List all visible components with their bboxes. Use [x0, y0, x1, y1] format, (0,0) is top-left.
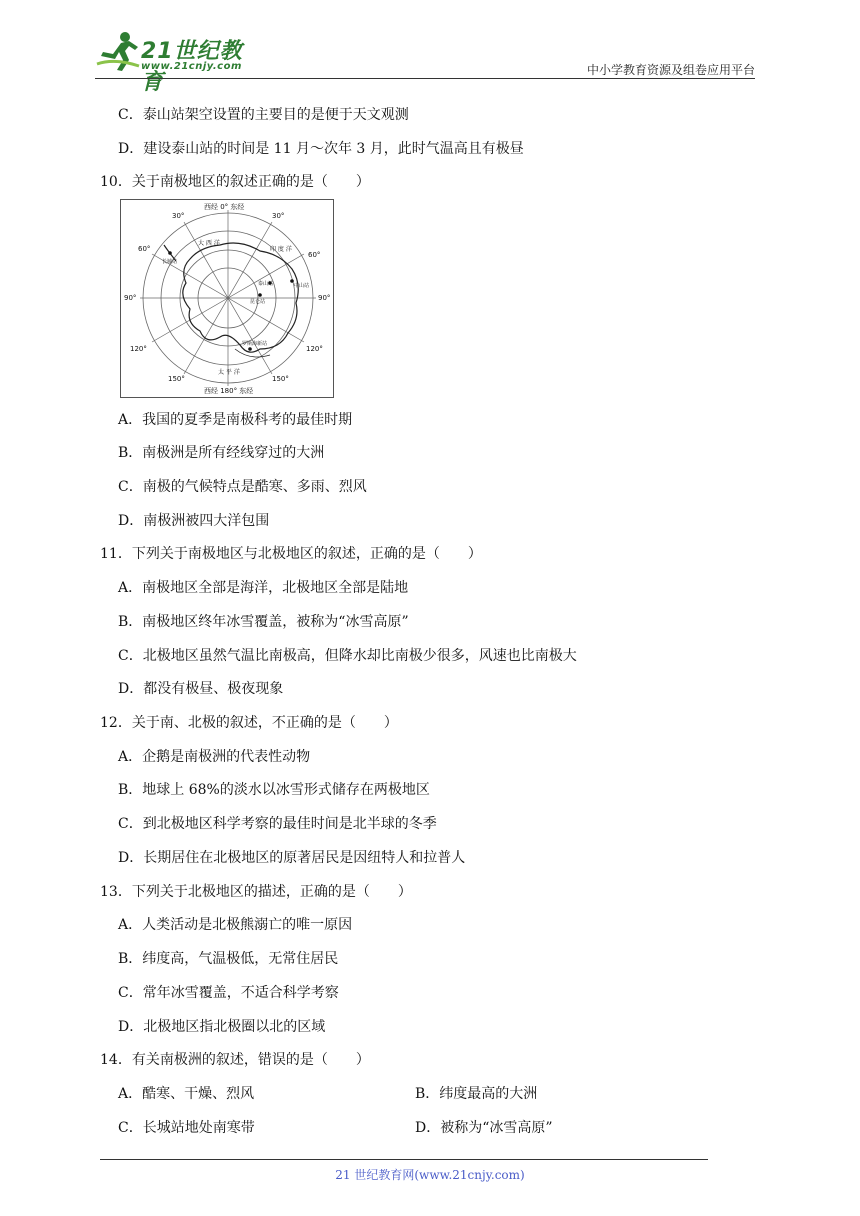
map-station-luosi: 罗斯海新站 — [242, 341, 268, 347]
map-label-bottom: 西经 180° 东经 — [204, 387, 254, 395]
q10-stem: 10．关于南极地区的叙述正确的是（ ） — [100, 174, 370, 190]
q10-option-c: C．南极的气候特点是酷寒、多雨、烈风 — [118, 479, 367, 495]
footer-link[interactable]: 21 世纪教育网(www.21cnjy.com) — [335, 1168, 525, 1182]
q11-option-d: D．都没有极昼、极夜现象 — [118, 681, 284, 697]
q12-option-b: B．地球上 68%的淡水以冰雪形式储存在两极地区 — [118, 782, 430, 798]
map-deg-150-right: 150° — [272, 375, 289, 383]
q13-option-b: B．纬度高，气温极低，无常住居民 — [118, 951, 339, 967]
q12-option-d: D．长期居住在北极地区的原著居民是因纽特人和拉普人 — [118, 850, 466, 866]
q10-option-a: A．我国的夏季是南极科考的最佳时期 — [118, 412, 353, 428]
q9-option-c: C．泰山站架空设置的主要目的是便于天文观测 — [118, 107, 409, 123]
map-label-top: 西经 0° 东经 — [204, 203, 245, 211]
q11-option-a: A．南极地区全部是海洋，北极地区全部是陆地 — [118, 580, 409, 596]
q14-option-a: A．酷寒、干燥、烈风 — [118, 1086, 255, 1102]
q11-option-c: C．北极地区虽然气温比南极高，但降水却比南极少很多，风速也比南极大 — [118, 648, 577, 664]
q13-option-c: C．常年冰雪覆盖，不适合科学考察 — [118, 985, 339, 1001]
map-deg-60-right: 60° — [308, 251, 321, 259]
map-station-kunlun: 昆仑站 — [250, 299, 266, 305]
map-deg-90-left: 90° — [124, 294, 137, 302]
map-atlantic-ocean: 大 西 洋 — [198, 240, 220, 247]
antarctica-map — [120, 199, 334, 398]
q11-option-b: B．南极地区终年冰雪覆盖，被称为“冰雪高原” — [118, 614, 409, 630]
header-divider — [95, 78, 755, 79]
logo-brand-text: 21世纪教育 — [141, 39, 243, 95]
q12-stem: 12．关于南、北极的叙述，不正确的是（ ） — [100, 715, 398, 731]
map-deg-120-right: 120° — [306, 345, 323, 353]
map-station-taishan: 泰山站 — [258, 281, 274, 287]
q12-option-a: A．企鹅是南极洲的代表性动物 — [118, 749, 311, 765]
map-deg-30-left: 30° — [172, 212, 185, 220]
q10-option-b: B．南极洲是所有经线穿过的大洲 — [118, 445, 325, 461]
q13-option-d: D．北极地区指北极圈以北的区域 — [118, 1019, 326, 1035]
header-platform-title: 中小学教育资源及组卷应用平台 — [586, 63, 755, 77]
page-header — [95, 28, 755, 95]
map-pacific-ocean: 太 平 洋 — [218, 369, 240, 376]
footer-divider — [100, 1159, 708, 1160]
q14-option-d: D．被称为“冰雪高原” — [415, 1120, 553, 1136]
q14-option-b: B．纬度最高的大洲 — [415, 1086, 538, 1102]
q14-option-c: C．长城站地处南寒带 — [118, 1120, 255, 1136]
map-station-changcheng: 长城站 — [162, 259, 178, 265]
runner-logo-icon — [95, 30, 141, 74]
q13-stem: 13．下列关于北极地区的描述，正确的是（ ） — [100, 884, 412, 900]
q10-option-d: D．南极洲被四大洋包围 — [118, 513, 270, 529]
q11-stem: 11．下列关于南极地区与北极地区的叙述，正确的是（ ） — [100, 546, 482, 562]
site-logo[interactable] — [95, 28, 260, 95]
q9-option-d: D．建设泰山站的时间是 11 月～次年 3 月，此时气温高且有极昼 — [118, 141, 524, 157]
q13-option-a: A．人类活动是北极熊溺亡的唯一原因 — [118, 917, 353, 933]
map-deg-60-left: 60° — [138, 245, 151, 253]
q12-option-c: C．到北极地区科学考察的最佳时间是北半球的冬季 — [118, 816, 437, 832]
q14-stem: 14．有关南极洲的叙述，错误的是（ ） — [100, 1052, 370, 1068]
map-deg-30-right: 30° — [272, 212, 285, 220]
map-deg-120-left: 120° — [130, 345, 147, 353]
map-deg-90-right: 90° — [318, 294, 331, 302]
logo-url-text: www.21cnjy.com — [141, 61, 242, 72]
map-indian-ocean: 印 度 洋 — [270, 246, 292, 253]
map-deg-150-left: 150° — [168, 375, 185, 383]
map-station-zhongshan: 中山站 — [294, 283, 310, 289]
